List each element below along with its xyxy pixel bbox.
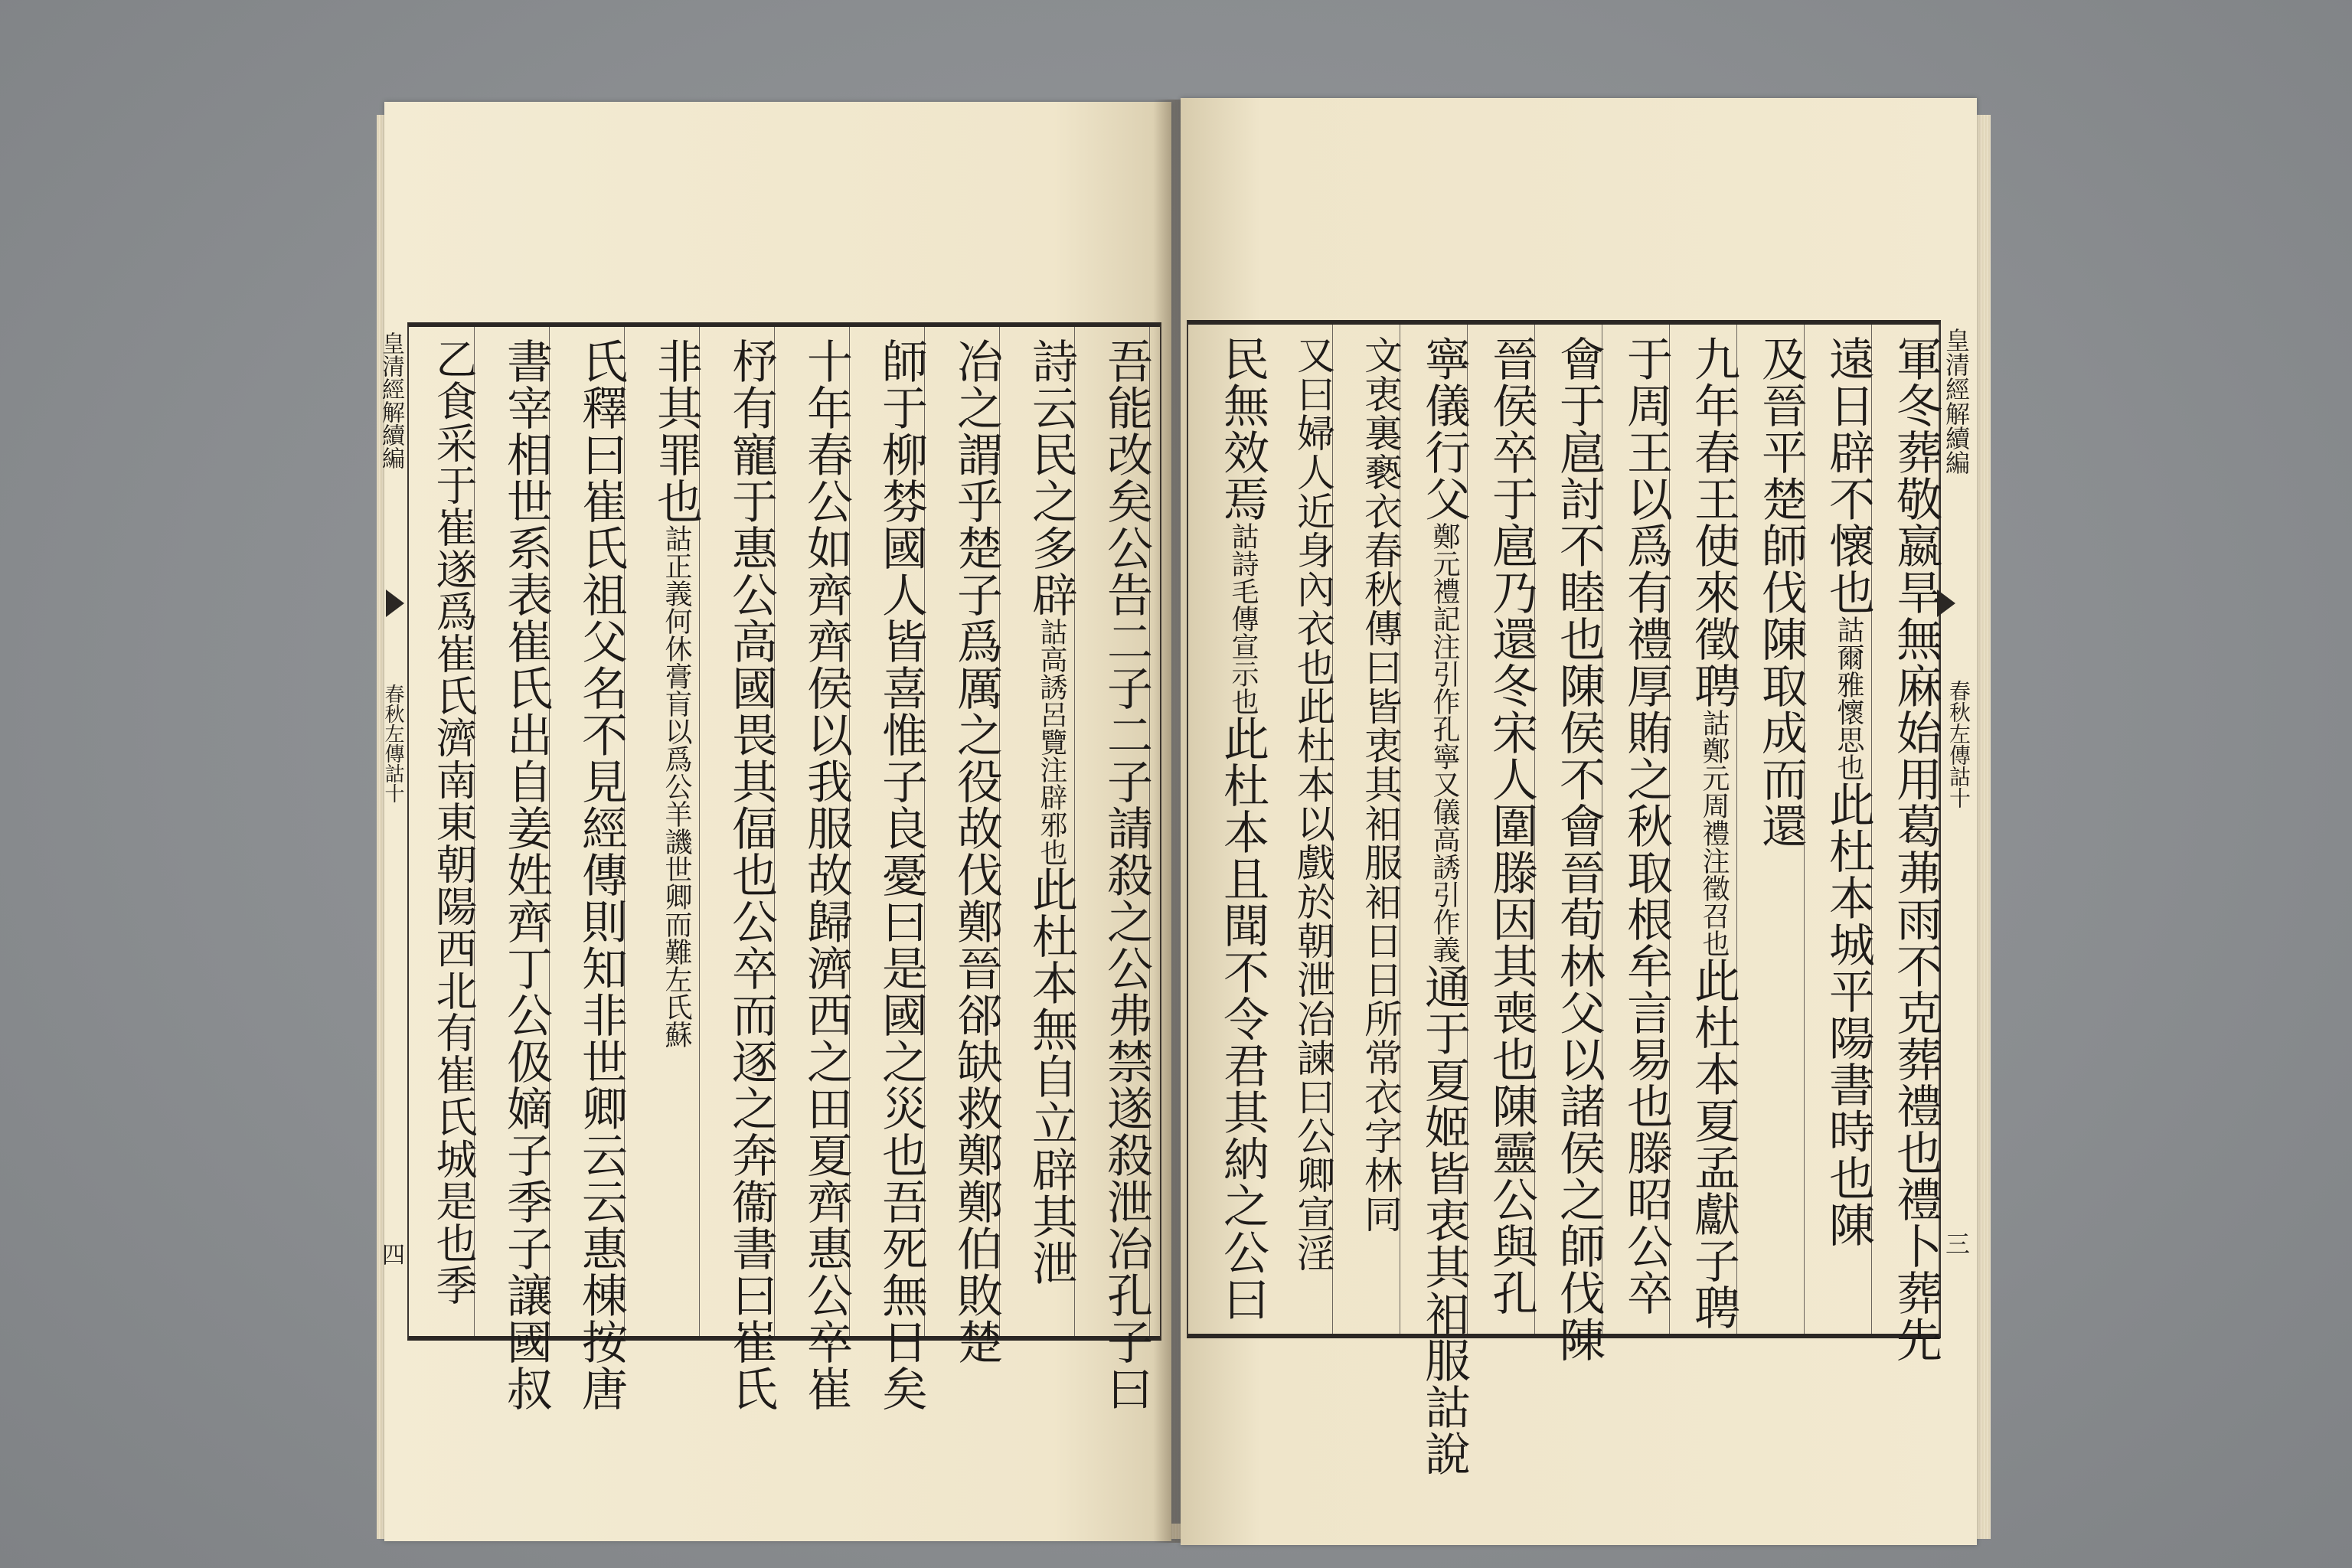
- left-page: [377, 102, 1171, 1541]
- left-column-4: 師于柳棼國人皆喜惟子良憂曰是國之災也吾死無日矣: [850, 327, 925, 1336]
- left-folio: 四: [377, 1243, 404, 1266]
- left-margin-subtitle: 春秋左傳詁十: [381, 684, 404, 803]
- left-column-1: 吾能改矣公告二子二子請殺之公弗禁遂殺泄冶孔子曰: [1075, 327, 1150, 1336]
- right-column-5: 于周王以爲有禮厚賄之秋取根牟言易也滕昭公卒: [1602, 325, 1670, 1334]
- right-page: [1181, 98, 1977, 1545]
- left-column-2: 詩云民之多辟詁高誘呂覽注辟邪也此杜本無自立辟其泄: [1000, 327, 1075, 1336]
- right-column-1: 軍冬葬敬嬴旱無麻始用葛茀雨不克葬禮也禮卜葬先: [1872, 325, 1939, 1334]
- left-text-frame: [407, 322, 1161, 1412]
- right-column-11: 民無效焉詁詩毛傳宣示也此杜本且聞不令君其納之公曰: [1216, 335, 1269, 1322]
- right-column-6: 會于扈討不睦也陳侯不會晉荀林父以諸侯之師伐陳: [1535, 325, 1602, 1334]
- right-text-frame: [1187, 320, 1942, 1477]
- right-folio: 三: [1942, 1231, 1971, 1256]
- left-column-9: 書宰相世系表崔氏出自姜姓齊丁公伋嫡子季子讓國叔: [475, 327, 550, 1336]
- left-column-5: 十年春公如齊齊侯以我服故歸濟西之田夏齊惠公卒崔: [775, 327, 850, 1336]
- right-column-7: 晉侯卒于扈乃還冬宋人圍滕因其喪也陳靈公與孔: [1468, 325, 1535, 1334]
- left-column-3: 冶之謂乎楚子爲厲之役故伐鄭晉郤缺救鄭鄭伯敗楚: [925, 327, 1000, 1336]
- right-margin-subtitle: 春秋左傳詁十: [1946, 680, 1971, 808]
- left-column-8: 氏釋曰崔氏祖父名不見經傳則知非世卿云云惠棟按唐: [550, 327, 625, 1336]
- right-margin-title: 皇清經解續編: [1942, 328, 1971, 475]
- right-column-2: 遠日辟不懷也詁爾雅懷思也此杜本城平陽書時也陳: [1805, 325, 1872, 1334]
- left-column-7: 非其罪也詁正義何休膏肓以爲公羊譏世卿而難左氏蘇: [625, 327, 700, 1336]
- right-column-4: 九年春王使來徵聘詁鄭元周禮注徵召也此杜本夏孟獻子聘: [1670, 325, 1737, 1334]
- right-column-8: 寧儀行父鄭元禮記注引作孔寧又儀高誘引作義通于夏姬皆衷其衵服詁說: [1400, 325, 1468, 1334]
- right-column-3: 及晉平楚師伐陳取成而還: [1737, 325, 1805, 1334]
- left-column-6: 杼有寵于惠公高國畏其偪也公卒而逐之奔衞書曰崔氏: [700, 327, 775, 1336]
- left-column-10: 乙食采于崔遂爲崔氏濟南東朝陽西北有崔氏城是也季: [409, 327, 475, 1336]
- right-column-9: 文衷裏褻衣春秋傳曰皆衷其衵服衵日日所常衣字林同: [1333, 325, 1400, 1334]
- left-fishtail-mark: [386, 590, 404, 617]
- right-column-10: 又曰婦人近身內衣也此杜本以戲於朝泄冶諫曰公卿宣淫: [1266, 325, 1333, 1334]
- left-margin-title: 皇清經解續編: [377, 332, 404, 469]
- right-fishtail-mark: [1937, 590, 1955, 617]
